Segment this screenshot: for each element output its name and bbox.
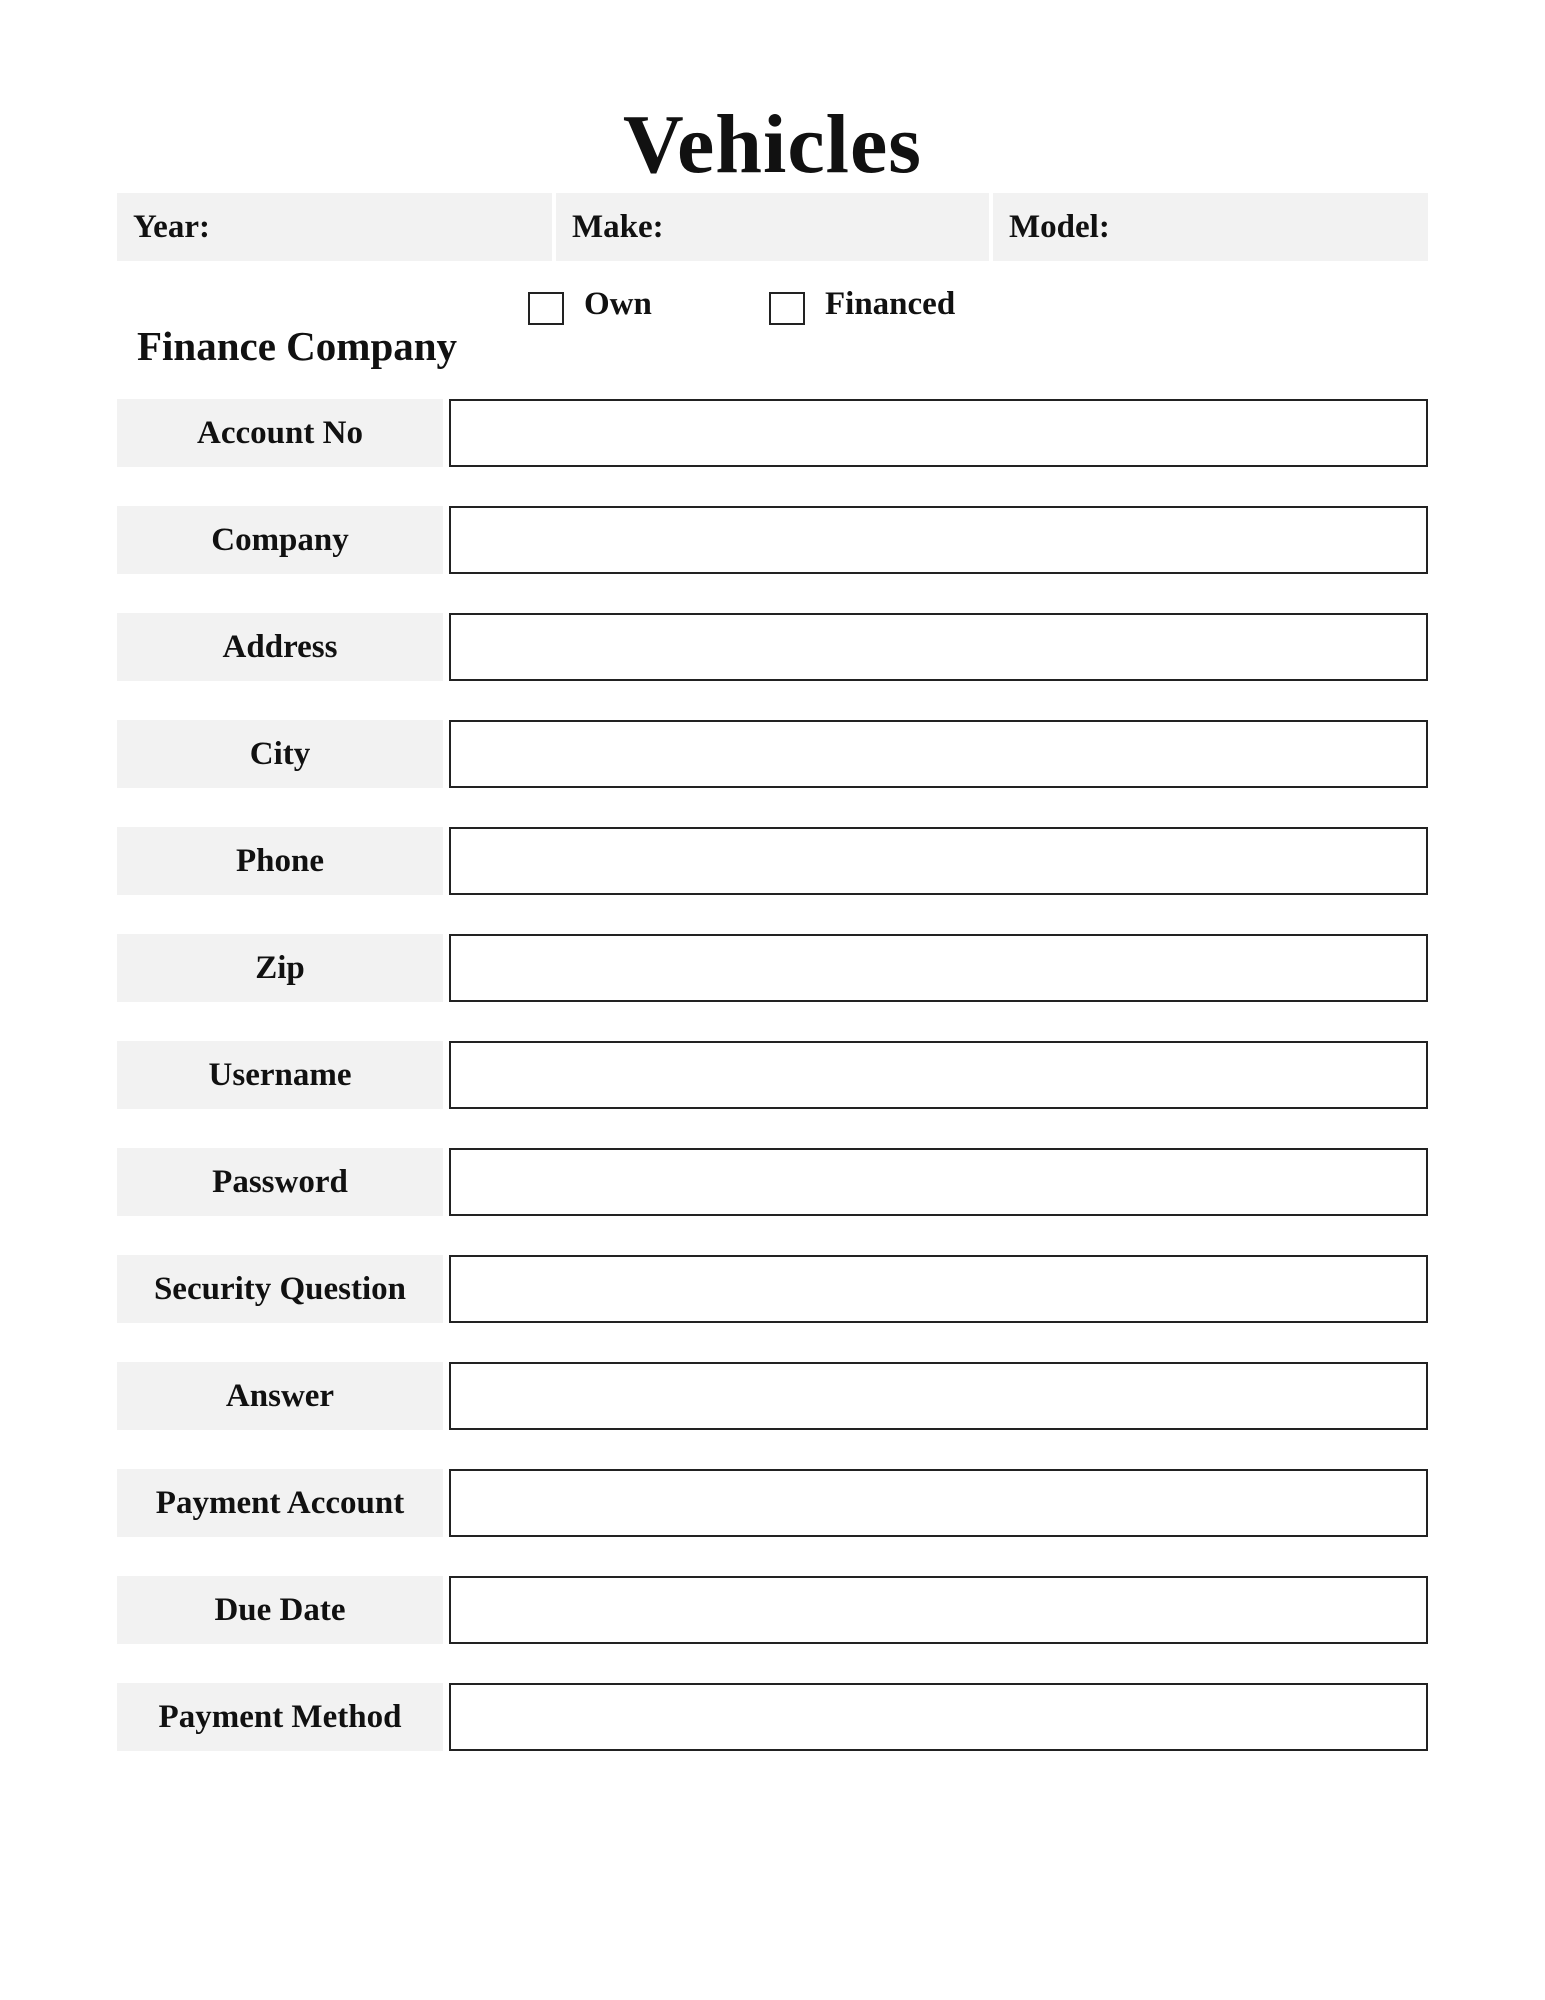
form-row-phone	[117, 827, 1428, 895]
page-title: Vehicles	[623, 98, 922, 191]
financed-checkbox[interactable]	[769, 292, 805, 325]
own-option[interactable]	[528, 282, 652, 326]
make-field[interactable]	[556, 193, 989, 261]
form-row-payment-account	[117, 1469, 1428, 1537]
form-row-answer	[117, 1362, 1428, 1430]
form-row-password	[117, 1148, 1428, 1216]
own-checkbox[interactable]	[528, 292, 564, 325]
make-label: Make:	[572, 209, 664, 245]
username-label: Username	[117, 1041, 443, 1109]
own-label: Own	[584, 285, 652, 322]
form-row-account-no	[117, 399, 1428, 467]
form-row-username	[117, 1041, 1428, 1109]
finance-form	[117, 399, 1428, 1790]
section-title: Finance Company	[137, 323, 458, 369]
payment-account-label: Payment Account	[117, 1469, 443, 1537]
form-row-city	[117, 720, 1428, 788]
account-no-label: Account No	[117, 399, 443, 467]
form-row-company	[117, 506, 1428, 574]
password-field[interactable]	[449, 1148, 1428, 1216]
city-field[interactable]	[449, 720, 1428, 788]
form-row-security-question	[117, 1255, 1428, 1323]
form-row-address	[117, 613, 1428, 681]
year-label: Year:	[133, 209, 210, 245]
phone-label: Phone	[117, 827, 443, 895]
model-field[interactable]	[993, 193, 1428, 261]
due-date-field[interactable]	[449, 1576, 1428, 1644]
company-label: Company	[117, 506, 443, 574]
payment-account-field[interactable]	[449, 1469, 1428, 1537]
company-field[interactable]	[449, 506, 1428, 574]
security-question-field[interactable]	[449, 1255, 1428, 1323]
security-question-label: Security Question	[117, 1255, 443, 1323]
answer-field[interactable]	[449, 1362, 1428, 1430]
username-field[interactable]	[449, 1041, 1428, 1109]
zip-field[interactable]	[449, 934, 1428, 1002]
phone-field[interactable]	[449, 827, 1428, 895]
year-field[interactable]	[117, 193, 552, 261]
zip-label: Zip	[117, 934, 443, 1002]
model-label: Model:	[1009, 209, 1110, 245]
financed-option[interactable]	[769, 282, 955, 326]
payment-method-label: Payment Method	[117, 1683, 443, 1751]
form-row-payment-method	[117, 1683, 1428, 1751]
city-label: City	[117, 720, 443, 788]
form-row-zip	[117, 934, 1428, 1002]
payment-method-field[interactable]	[449, 1683, 1428, 1751]
password-label: Password	[117, 1148, 443, 1216]
address-label: Address	[117, 613, 443, 681]
answer-label: Answer	[117, 1362, 443, 1430]
financed-label: Financed	[825, 285, 956, 322]
form-row-due-date	[117, 1576, 1428, 1644]
address-field[interactable]	[449, 613, 1428, 681]
account-no-field[interactable]	[449, 399, 1428, 467]
due-date-label: Due Date	[117, 1576, 443, 1644]
